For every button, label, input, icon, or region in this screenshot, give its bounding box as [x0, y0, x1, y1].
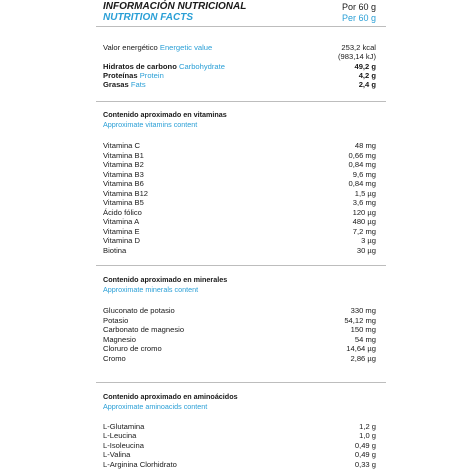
- macro-label-es: Grasas: [103, 80, 129, 89]
- macro-row: [103, 79, 376, 91]
- aminoacid-row-name: L-Arginina Clorhidrato: [103, 459, 177, 469]
- divider: [96, 26, 386, 27]
- minerals-title-en: Approximate minerals content: [103, 285, 199, 294]
- vitamin-row-value: 1,5 µg: [354, 188, 376, 198]
- macro-value: 49,2 g: [354, 62, 376, 71]
- macro-label-en: Carbohydrate: [178, 62, 225, 71]
- vitamin-row: [103, 245, 376, 257]
- energy-kcal: 253,2 kcal: [341, 43, 376, 52]
- vitamins-title-en: Approximate vitamins content: [103, 120, 198, 129]
- aminoacid-row: [103, 459, 376, 471]
- vitamin-row-name: Vitamina D: [103, 236, 141, 245]
- energy-kj: (983,14 kJ): [338, 52, 376, 61]
- mineral-row-value: 54,12 mg: [344, 315, 376, 325]
- macro-value: 2,4 g: [358, 80, 376, 89]
- mineral-row: [103, 353, 376, 365]
- title-es-text: INFORMACIÓN NUTRICIONAL: [103, 1, 247, 12]
- vitamin-row-name: Vitamina B3: [103, 169, 144, 179]
- mineral-row-name: Magnesio: [103, 334, 136, 344]
- macro-label: [103, 79, 146, 91]
- energy-label-en: Energetic value: [159, 43, 213, 52]
- vitamin-row-name: Biotina: [103, 245, 127, 255]
- macro-label-es: Hidratos de carbono: [103, 62, 177, 71]
- aminoacid-row-name: L-Leucina: [103, 431, 137, 441]
- aminoacids-title-en: Approximate aminoacids content: [103, 402, 208, 411]
- mineral-row-name: Potasio: [103, 315, 129, 325]
- mineral-row-name: Cromo: [103, 353, 126, 363]
- aminoacid-row-name: L-Glutamina: [103, 422, 145, 431]
- header-title-en: [103, 12, 376, 24]
- aminoacid-row-name: L-Isoleucina: [103, 440, 144, 450]
- minerals-title-es: Contenido aproximado en minerales: [103, 275, 228, 284]
- mineral-row-name: Carbonato de magnesio: [103, 325, 185, 334]
- vitamin-row-value: 9,6 mg: [352, 169, 376, 179]
- aminoacid-row-value: 1,2 g: [359, 422, 376, 431]
- macro-label-en: Fats: [130, 80, 146, 89]
- aminoacid-row-value: 1,0 g: [359, 431, 376, 441]
- divider: [96, 101, 386, 102]
- vitamin-row-name: Vitamina B1: [103, 150, 144, 160]
- macro-label-en: Protein: [139, 71, 164, 80]
- vitamin-row-name: Vitamina B6: [103, 179, 144, 188]
- mineral-row-value: 14,64 µg: [346, 344, 376, 353]
- vitamin-row-value: 480 µg: [352, 217, 376, 226]
- vitamin-row-name: Vitamina C: [103, 141, 141, 150]
- per-es-text: Por 60 g: [341, 2, 376, 12]
- title-en-text: NUTRITION FACTS: [103, 12, 193, 23]
- mineral-row-name: Cloruro de cromo: [103, 344, 162, 353]
- divider: [96, 382, 386, 383]
- macro-value: 4,2 g: [358, 71, 376, 80]
- vitamins-title-es: Contenido aproximado en vitaminas: [103, 110, 227, 119]
- vitamin-row-value: 30 µg: [356, 245, 376, 255]
- per-en-text: Per 60 g: [341, 13, 376, 23]
- macro-label-es: Proteínas: [103, 71, 138, 80]
- vitamin-row-name: Vitamina B5: [103, 198, 144, 207]
- mineral-row-value: 2,86 µg: [350, 353, 376, 363]
- aminoacid-row-name: L-Valina: [103, 450, 131, 460]
- aminoacid-row-value: 0,33 g: [354, 459, 376, 469]
- vitamin-row-value: 3 µg: [361, 236, 376, 245]
- vitamin-row-value: 7,2 mg: [352, 226, 376, 236]
- vitamin-row-name: Vitamina B2: [103, 160, 144, 169]
- aminoacid-row-value: 0,49 g: [354, 440, 376, 450]
- mineral-row-name: Gluconato de potasio: [103, 306, 175, 315]
- mineral-row-value: 150 mg: [350, 325, 376, 334]
- vitamin-row-name: Vitamina E: [103, 226, 140, 236]
- vitamin-row-name: Vitamina A: [103, 217, 140, 226]
- aminoacids-title-es: Contenido aproximado en aminoácidos: [103, 392, 238, 401]
- vitamin-row-value: 48 mg: [354, 141, 376, 150]
- vitamin-row-value: 3,6 mg: [352, 198, 376, 207]
- vitamin-row-name: Vitamina B12: [103, 188, 149, 198]
- vitamin-row-value: 120 µg: [352, 207, 376, 217]
- aminoacid-row-value: 0,49 g: [354, 450, 376, 460]
- vitamin-row-value: 0,66 mg: [348, 150, 376, 160]
- vitamin-row-name: Ácido fólico: [103, 207, 142, 217]
- divider: [96, 265, 386, 266]
- vitamin-row-value: 0,84 mg: [348, 179, 376, 188]
- energy-label-es: Valor energético: [103, 43, 158, 52]
- mineral-row-value: 54 mg: [354, 334, 376, 344]
- mineral-row-value: 330 mg: [350, 306, 376, 315]
- vitamin-row-value: 0,84 mg: [348, 160, 376, 169]
